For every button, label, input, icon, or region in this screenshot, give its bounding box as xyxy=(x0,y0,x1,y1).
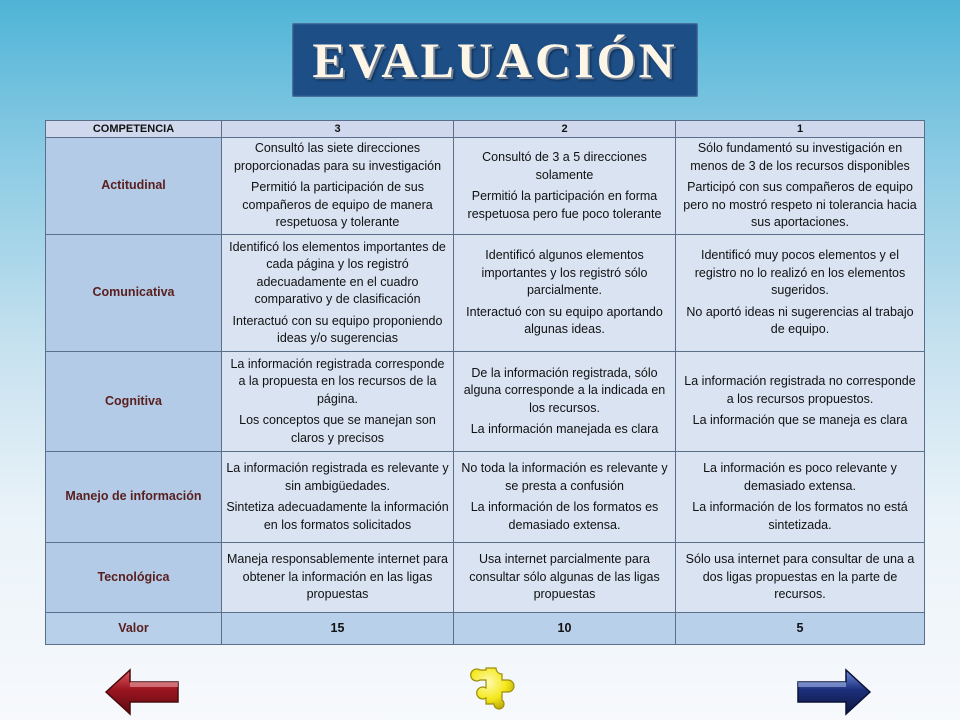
criterion-text: No toda la información es relevante y se presta a confusión xyxy=(461,461,668,493)
valor-row xyxy=(46,613,925,645)
header-score-1: 1 xyxy=(676,121,925,138)
criterion-cell-score-1 xyxy=(676,352,925,452)
criterion-text: La información de los formatos es demasiado extensa. xyxy=(470,500,659,532)
evaluation-rubric-table xyxy=(45,120,925,645)
valor-score-2: 10 xyxy=(454,613,676,645)
criterion-text: Sólo fundamentó su investigación en menos de 3 de los recursos disponibles xyxy=(690,141,910,173)
puzzle-piece-icon xyxy=(471,668,514,709)
next-button[interactable] xyxy=(794,668,872,716)
competencia-cell: Cognitiva xyxy=(46,352,222,452)
criterion-text: Los conceptos que se manejan son claros y precisos xyxy=(239,413,436,445)
criterion-text: Identificó muy pocos elementos y el registro no lo realizó en los elementos sugeridos. xyxy=(694,248,906,298)
criterion-cell-score-2 xyxy=(454,452,676,543)
criterion-text: No aportó ideas ni sugerencias al trabajo de equipo. xyxy=(686,304,914,337)
criterion-text: Usa internet parcialmente para consultar sólo algunas de las ligas propuestas xyxy=(469,552,660,602)
criterion-text: La información manejada es clara xyxy=(470,422,659,436)
criterion-cell-score-2 xyxy=(454,138,676,235)
criterion-text: La información registrada corresponde a la propuesta en los recursos de la página. xyxy=(230,356,445,406)
criterion-cell-score-1 xyxy=(676,235,925,352)
criterion-text: Sólo usa internet para consultar de una a dos ligas propuestas en la parte de recursos. xyxy=(685,552,915,602)
home-button[interactable] xyxy=(466,664,522,716)
criterion-text: Consultó de 3 a 5 direcciones solamente xyxy=(482,150,647,182)
criterion-text: La información es poco relevante y demasiado extensa. xyxy=(703,461,897,493)
criterion-cell-score-3 xyxy=(222,543,454,613)
header-score-3: 3 xyxy=(222,121,454,138)
criterion-cell-score-2 xyxy=(454,543,676,613)
criterion-cell-score-2 xyxy=(454,235,676,352)
competencia-cell: Tecnológica xyxy=(46,543,222,613)
criterion-text: Participó con sus compañeros de equipo pero no mostró respeto ni tolerancia hacia sus aportaciones. xyxy=(683,180,917,230)
table-row xyxy=(46,235,925,352)
valor-label: Valor xyxy=(46,613,222,645)
criterion-text: Interactuó con su equipo aportando algunas ideas. xyxy=(466,304,663,337)
criterion-text: Interactuó con su equipo proponiendo ideas y/o sugerencias xyxy=(232,313,443,345)
criterion-cell-score-3 xyxy=(222,235,454,352)
title-banner xyxy=(292,23,698,97)
header-competencia: COMPETENCIA xyxy=(46,121,222,138)
table-row xyxy=(46,452,925,543)
criterion-cell-score-1 xyxy=(676,452,925,543)
valor-score-1: 5 xyxy=(676,613,925,645)
competencia-cell: Actitudinal xyxy=(46,138,222,235)
table-row xyxy=(46,543,925,613)
left-arrow-icon xyxy=(106,670,178,714)
criterion-text: Maneja responsablemente internet para obtener la información en las ligas propuestas xyxy=(227,552,448,602)
criterion-text: Sintetiza adecuadamente la información en los formatos solicitados xyxy=(226,500,449,532)
criterion-text: Permitió la participación en forma respetuosa pero fue poco tolerante xyxy=(467,189,662,221)
criterion-cell-score-3 xyxy=(222,352,454,452)
criterion-text: Permitió la participación de sus compañeros de equipo de manera respetuosa y tolerante xyxy=(242,180,433,230)
competencia-cell: Comunicativa xyxy=(46,235,222,352)
criterion-cell-score-1 xyxy=(676,543,925,613)
criterion-cell-score-3 xyxy=(222,452,454,543)
criterion-text: Consultó las siete direcciones proporcionadas para su investigación xyxy=(233,141,442,173)
criterion-text: La información registrada es relevante y sin ambigüedades. xyxy=(226,461,449,493)
criterion-cell-score-1 xyxy=(676,138,925,235)
criterion-cell-score-2 xyxy=(454,352,676,452)
criterion-text: De la información registrada, sólo alguna corresponde a la indicada en los recursos. xyxy=(463,365,666,415)
page-title: EVALUACIÓN xyxy=(312,32,678,88)
valor-score-3: 15 xyxy=(222,613,454,645)
back-button[interactable] xyxy=(104,668,182,716)
competencia-cell: Manejo de información xyxy=(46,452,222,543)
criterion-text: Identificó algunos elementos importantes y los registró sólo parcialmente. xyxy=(481,248,648,298)
criterion-text: Identificó los elementos importantes de cada página y los registró adecuadamente en el cuadro comparativo y de clasificación xyxy=(229,239,446,306)
table-row xyxy=(46,352,925,452)
right-arrow-icon xyxy=(798,670,870,714)
criterion-text: La información de los formatos no está sintetizada. xyxy=(692,500,908,532)
criterion-text: La información registrada no corresponde a los recursos propuestos. xyxy=(684,374,916,406)
criterion-cell-score-3 xyxy=(222,138,454,235)
header-score-2: 2 xyxy=(454,121,676,138)
table-header-row xyxy=(46,121,925,138)
table-row xyxy=(46,138,925,235)
criterion-text: La información que se maneja es clara xyxy=(692,413,908,428)
